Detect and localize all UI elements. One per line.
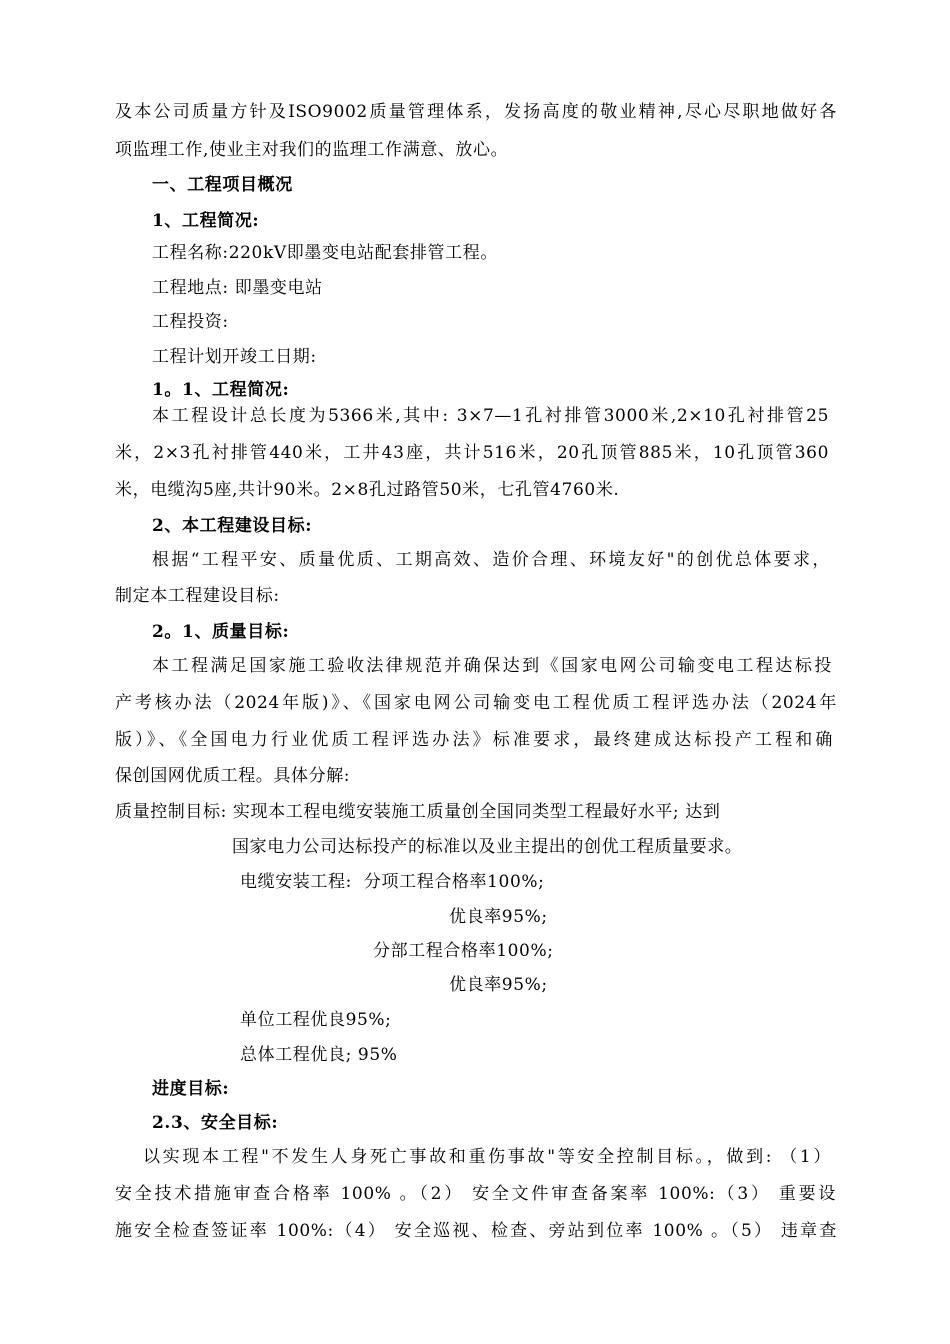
text-line: 工程地点: 即墨变电站	[152, 278, 323, 298]
subsection-heading: 2、本工程建设目标:	[152, 516, 313, 536]
text-line: 工程计划开竣工日期:	[152, 347, 317, 367]
subsection-heading: 2。1、质量目标:	[152, 622, 290, 642]
text-line: 版）》、《全国电力行业优质工程评选办法》标准要求，最终建成达标投产工程和确	[115, 730, 833, 750]
text-line: 电缆安装工程: 分项工程合格率100%;	[240, 872, 545, 892]
subsection-heading: 1、工程简况:	[152, 211, 260, 231]
section-heading: 一、工程项目概况	[152, 175, 293, 195]
subsection-heading: 2.3、安全目标:	[152, 1113, 279, 1133]
text-line: 根据“工程平安、质量优质、工期高效、造价合理、环境友好"的创优总体要求，	[152, 550, 830, 570]
text-line: 施安全检查签证率 100%:（4） 安全巡视、检查、旁站到位率 100% 。（5） 违章查	[115, 1221, 837, 1241]
text-line: 及本公司质量方针及ISO9002质量管理体系，发扬高度的敬业精神,尽心尽职地做好各	[115, 102, 837, 122]
text-line: 项监理工作,使业主对我们的监理工作满意、放心。	[115, 140, 509, 160]
text-line: 米，电缆沟5座,共计90米。2×8孔过路管50米，七孔管4760米.	[115, 480, 620, 500]
subsection-heading: 1。1、工程简况:	[152, 380, 290, 400]
text-line: 以实现本工程"不发生人身死亡事故和重伤事故"等安全控制目标。，做到: （1）	[143, 1147, 831, 1167]
text-line: 保创国网优质工程。具体分解:	[115, 766, 351, 786]
text-line: 优良率95%;	[449, 907, 548, 927]
text-line: 制定本工程建设目标:	[115, 586, 280, 606]
text-line: 工程名称:220kV即墨变电站配套排管工程。	[152, 243, 498, 263]
text-line: 总体工程优良; 95%	[240, 1045, 398, 1065]
text-line: 分部工程合格率100%;	[373, 941, 554, 961]
text-line: 优良率95%;	[449, 975, 548, 995]
text-line: 质量控制目标: 实现本工程电缆安装施工质量创全国同类型工程最好水平; 达到	[115, 802, 721, 822]
text-line: 产考核办法（2024年版)》、《国家电网公司输变电工程优质工程评选办法（2024年	[115, 693, 837, 713]
text-line: 米，2×3孔衬排管440米，工井43座，共计516米，20孔顶管885米，10孔顶管360	[115, 443, 829, 463]
text-line: 本工程设计总长度为5366米,其中: 3×7—1孔衬排管3000米,2×10孔衬排管25	[152, 406, 829, 426]
text-line: 安全技术措施审查合格率 100% 。（2） 安全文件审查备案率 100%:（3） 重要设	[115, 1184, 836, 1204]
text-line: 本工程满足国家施工验收法律规范并确保达到《国家电网公司输变电工程达标投	[152, 656, 832, 676]
text-line: 国家电力公司达标投产的标准以及业主提出的创优工程质量要求。	[232, 837, 743, 857]
subsection-heading: 进度目标:	[152, 1079, 230, 1099]
text-line: 单位工程优良95%;	[240, 1010, 392, 1030]
text-line: 工程投资:	[152, 312, 229, 332]
